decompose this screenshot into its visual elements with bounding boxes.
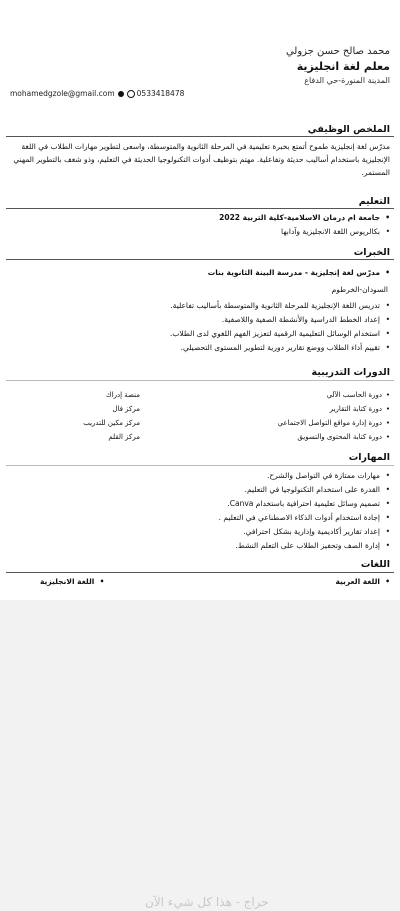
- divider: [6, 380, 394, 381]
- course-provider: مركز فال: [112, 405, 140, 413]
- skill-item: • مهارات ممتازة في التواصل والشرح.: [10, 469, 390, 483]
- skills-title: المهارات: [348, 452, 390, 463]
- education-title: التعليم: [358, 196, 390, 207]
- summary-title: الملخص الوظيفي: [307, 124, 390, 135]
- divider: [6, 208, 394, 209]
- course-provider: مركز مكين للتدريب: [83, 419, 140, 427]
- skill-item: • إعداد تقارير أكاديمية وإدارية بشكل احترافي.: [10, 525, 390, 539]
- phone-icon: [127, 90, 135, 98]
- language-item: • اللغة الانجليزية: [40, 577, 104, 586]
- course-name: • دورة كتابة المحتوى والتسويق: [202, 430, 390, 444]
- language-item: • اللغة العربية: [335, 577, 390, 586]
- separator-dot-icon: [118, 91, 124, 97]
- experience-place: السودان-الخرطوم: [331, 285, 388, 294]
- course-row: [20, 388, 390, 402]
- empty-background: [0, 600, 400, 911]
- divider: [6, 572, 394, 573]
- contact-line: [10, 89, 184, 98]
- skill-item: • إجادة استخدام أدوات الذكاء الاصطناعي في التعليم .: [10, 511, 390, 525]
- course-name: • دورة الحاسب الآلي: [202, 388, 390, 402]
- skill-item: • إدارة الصف وتحفيز الطلاب على التعلم النشط.: [10, 539, 390, 553]
- divider: [6, 465, 394, 466]
- course-provider: منصة إدراك: [105, 391, 140, 399]
- skill-item: • تصميم وسائل تعليمية احترافية باستخدام Canva.: [10, 497, 390, 511]
- phone[interactable]: 0533418478: [136, 89, 185, 98]
- email[interactable]: mohamedgzole@gmail.com: [10, 89, 115, 98]
- experience-item: • إعداد الخطط الدراسية والأنشطة الصفية واللاصفية.: [10, 313, 390, 327]
- experience-item: • تدريس اللغة الإنجليزية للمرحلة الثانوية والمتوسطة بأساليب تفاعلية.: [10, 299, 390, 313]
- course-provider: مركز القلم: [108, 433, 140, 441]
- experience-role: • مدرّس لغة إنجليزية - مدرسة البينة الثانوية بنات: [10, 266, 390, 280]
- experience-role-list: [10, 266, 390, 280]
- course-row: [20, 430, 390, 444]
- courses-grid: [20, 388, 390, 444]
- education-item: • بكالريوس اللغة الانجليزية وآدابها: [10, 225, 390, 239]
- experience-item: • تقييم أداء الطلاب ووضع تقارير دورية لتطوير المستوى التحصيلي.: [10, 341, 390, 355]
- education-list: [10, 211, 390, 239]
- languages-row: [40, 577, 390, 586]
- languages-title: اللغات: [360, 559, 390, 570]
- divider: [6, 259, 394, 260]
- course-name: • دورة إدارة مواقع التواصل الاجتماعي: [202, 416, 390, 430]
- course-row: [20, 402, 390, 416]
- summary-text: مدرّس لغة إنجليزية طموح أتمتع بخبرة تعليمية في المرحلة الثانوية والمتوسطة، واسعى لتطوير مهارات الطلاب في اللغة الإنجليزية باستخدام أساليب حديثة وتفاعلية. مهتم بتوظيف أدوات التكنولوجيا الحديثة في التعليم، وذو شغف بالتطوير المهني المستمر.: [13, 142, 390, 177]
- course-name: • دورة كتابة التقارير: [202, 402, 390, 416]
- experience-list: [10, 299, 390, 355]
- skills-list: [10, 469, 390, 553]
- location: المدينة المنورة-حي الدفاع: [304, 76, 390, 85]
- watermark: حراج - هذا كل شيء الآن: [145, 895, 269, 909]
- skill-item: • القدرة على استخدام التكنولوجيا في التعليم.: [10, 483, 390, 497]
- job-title: معلم لغة انجليزية: [296, 60, 390, 73]
- person-name: محمد صالح حسن جزولي: [285, 46, 390, 57]
- divider: [6, 136, 394, 137]
- course-row: [20, 416, 390, 430]
- education-item: • جامعة ام درمان الاسلامية-كلية التربية 2022: [10, 211, 390, 225]
- experience-title: الخبرات: [353, 247, 390, 258]
- courses-title: الدورات التدريبية: [311, 367, 390, 378]
- experience-item: • استخدام الوسائل التعليمية الرقمية لتعزيز الفهم اللغوي لدى الطلاب.: [10, 327, 390, 341]
